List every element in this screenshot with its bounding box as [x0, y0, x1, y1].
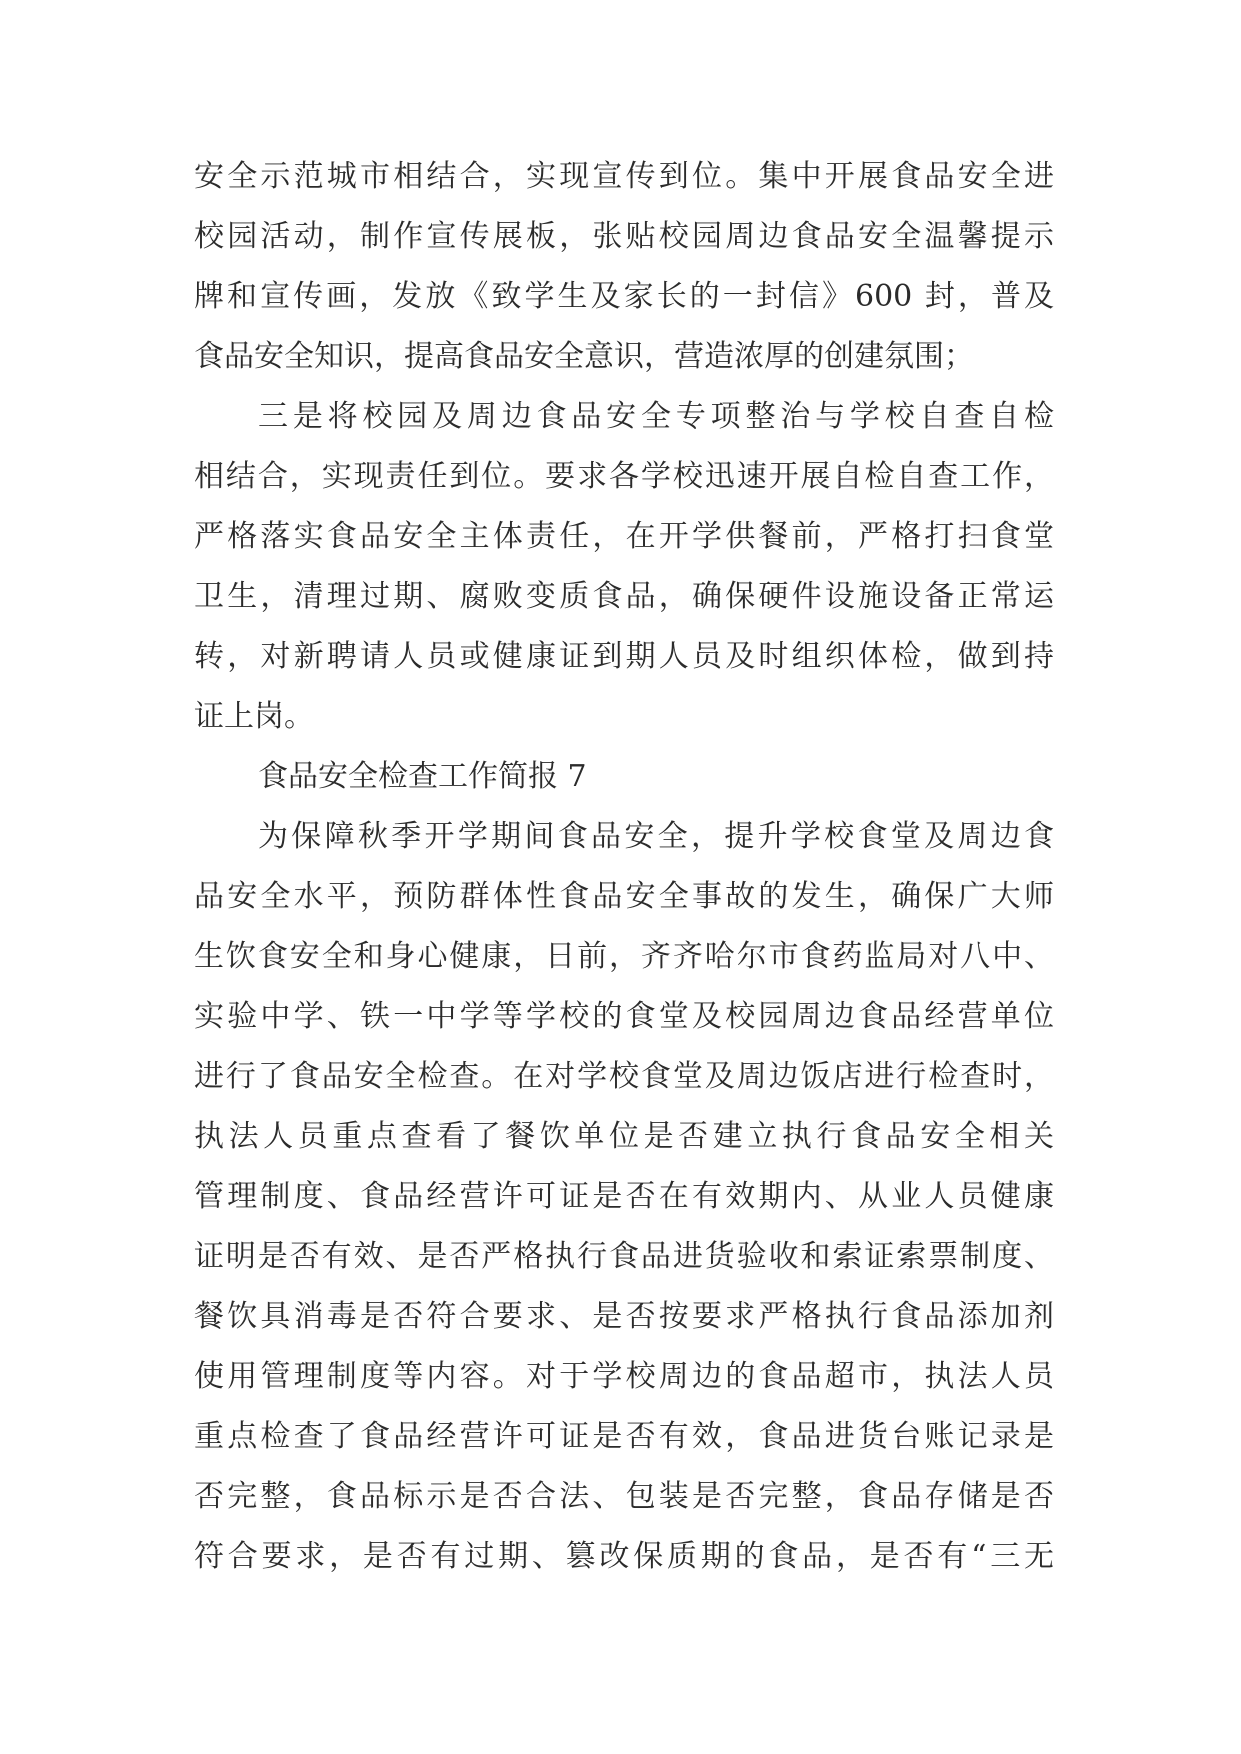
- paragraph-line: 生饮食安全和身心健康，日前，齐齐哈尔市食药监局对八中、: [194, 939, 1054, 974]
- paragraph-line: 重点检查了食品经营许可证是否有效，食品进货台账记录是: [194, 1419, 1054, 1454]
- paragraph-line: 校园活动，制作宣传展板，张贴校园周边食品安全温馨提示: [194, 219, 1054, 254]
- paragraph-line: 品安全水平，预防群体性食品安全事故的发生，确保广大师: [194, 879, 1054, 914]
- paragraph-line: 牌和宣传画，发放《致学生及家长的一封信》600 封，普及: [194, 279, 1054, 314]
- paragraph-line: 食品安全知识，提高食品安全意识，营造浓厚的创建氛围；: [194, 339, 974, 374]
- paragraph-line: 转，对新聘请人员或健康证到期人员及时组织体检，做到持: [194, 639, 1054, 674]
- paragraph-line: 严格落实食品安全主体责任，在开学供餐前，严格打扫食堂: [194, 519, 1054, 554]
- paragraph-line: 相结合，实现责任到位。要求各学校迅速开展自检自查工作，: [194, 459, 1054, 494]
- paragraph-line: 管理制度、食品经营许可证是否在有效期内、从业人员健康: [194, 1179, 1054, 1214]
- paragraph-line: 为保障秋季开学期间食品安全，提升学校食堂及周边食: [258, 819, 1054, 854]
- paragraph-line: 安全示范城市相结合，实现宣传到位。集中开展食品安全进: [194, 159, 1054, 194]
- paragraph-line: 否完整，食品标示是否合法、包装是否完整，食品存储是否: [194, 1479, 1054, 1514]
- paragraph-line: 证上岗。: [194, 699, 314, 734]
- paragraph-line: 使用管理制度等内容。对于学校周边的食品超市，执法人员: [194, 1359, 1054, 1394]
- paragraph-line: 卫生，清理过期、腐败变质食品，确保硬件设施设备正常运: [194, 579, 1054, 614]
- paragraph-line: 符合要求，是否有过期、篡改保质期的食品，是否有“三无: [194, 1539, 1054, 1574]
- paragraph-line: 三是将校园及周边食品安全专项整治与学校自查自检: [258, 399, 1054, 434]
- document-body: [194, 147, 1054, 1587]
- paragraph-line: 进行了食品安全检查。在对学校食堂及周边饭店进行检查时，: [194, 1059, 1054, 1094]
- section-heading: 食品安全检查工作简报 7: [258, 759, 587, 794]
- paragraph-line: 实验中学、铁一中学等学校的食堂及校园周边食品经营单位: [194, 999, 1054, 1034]
- paragraph-line: 执法人员重点查看了餐饮单位是否建立执行食品安全相关: [194, 1119, 1054, 1154]
- paragraph-line: 证明是否有效、是否严格执行食品进货验收和索证索票制度、: [194, 1239, 1054, 1274]
- paragraph-line: 餐饮具消毒是否符合要求、是否按要求严格执行食品添加剂: [194, 1299, 1054, 1334]
